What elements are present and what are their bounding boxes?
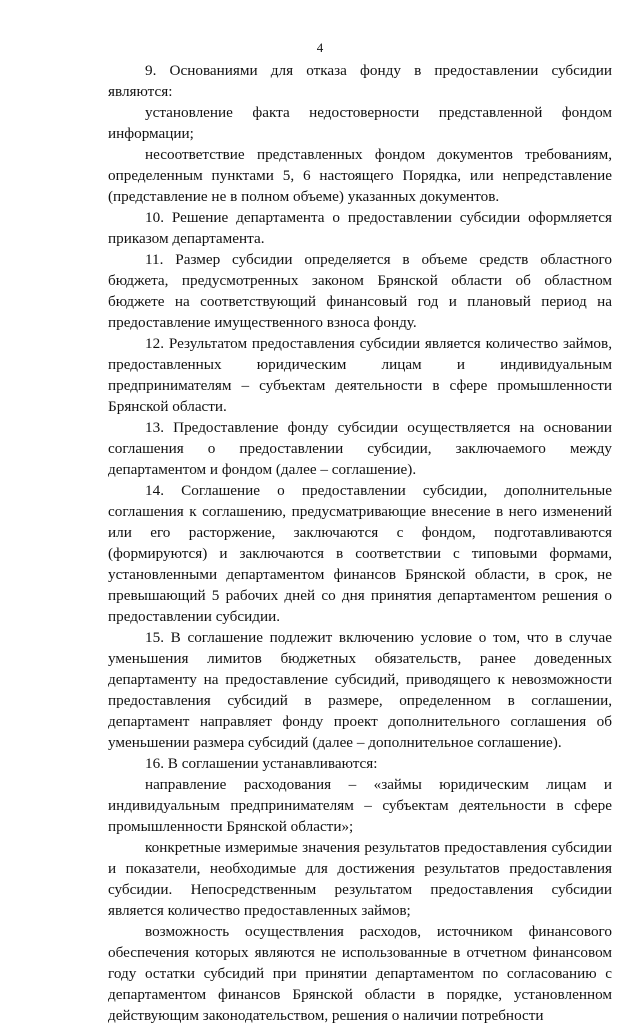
page-number: 4 xyxy=(316,40,324,55)
paragraph-16-item-1: направление расходования – «займы юридическим лицам и индивидуальным предпринимателям – субъектам деятельности в сфере промышленности Брянской области»; xyxy=(108,776,612,835)
paragraph-9-item-1: установление факта недостоверности представленной фондом информации; xyxy=(108,104,612,142)
paragraph-16: 16. В соглашении устанавливаются: xyxy=(145,755,378,772)
paragraph-11: 11. Размер субсидии определяется в объеме средств областного бюджета, предусмотренных законом Брянской области об областном бюджете на соответствующий финансовый год и плановый период на предоставление имущественного взноса фонду. xyxy=(108,251,612,331)
paragraph-12: 12. Результатом предоставления субсидии является количество займов, предоставленных юридическим лицам и индивидуальным предпринимателям – субъектам деятельности в сфере промышленности Брянской области. xyxy=(108,335,612,415)
paragraph-14: 14. Соглашение о предоставлении субсидии, дополнительные соглашения к соглашению, предусматривающие внесение в него изменений или его расторжение, заключаются с фондом, подготавливаются (формируются) и заключаются в соответствии с типовыми формами, установленными департаментом финансов Брянской области, в срок, не превышающий 5 рабочих дней со дня принятия департаментом решения о предоставлении субсидии. xyxy=(108,482,612,625)
paragraph-16-item-3: возможность осуществления расходов, источником финансового обеспечения которых являются не использованные в отчетном финансовом году остатки субсидий при принятии департаментом по согласованию с департаментом финансов Брянской области в порядке, установленном действующим законодательством, решения о наличии потребности xyxy=(108,923,612,1024)
paragraph-13: 13. Предоставление фонду субсидии осуществляется на основании соглашения о предоставлении субсидии, заключаемого между департаментом и фондом (далее – соглашение). xyxy=(108,419,612,478)
paragraph-9-item-2: несоответствие представленных фондом документов требованиям, определенным пунктами 5, 6 настоящего Порядка, или непредставление (представление не в полном объеме) указанных документов. xyxy=(108,146,612,205)
paragraph-10: 10. Решение департамента о предоставлении субсидии оформляется приказом департамента. xyxy=(108,209,612,247)
paragraph-16-item-2: конкретные измеримые значения результатов предоставления субсидии и показатели, необходимые для достижения результатов предоставления субсидии. Непосредственным результатом предоставления субсидии является количество предоставленных займов; xyxy=(108,839,612,919)
document-body xyxy=(108,60,612,1026)
paragraph-15: 15. В соглашение подлежит включению условие о том, что в случае уменьшения лимитов бюджетных обязательств, ранее доведенных департаменту на предоставление субсидий, приводящего к невозможности предоставления субсидий в размере, определенном в соглашении, департамент направляет фонду проект дополнительного соглашения об уменьшении размера субсидий (далее – дополнительное соглашение). xyxy=(108,629,612,751)
paragraph-9: 9. Основаниями для отказа фонду в предоставлении субсидии являются: xyxy=(108,62,612,100)
